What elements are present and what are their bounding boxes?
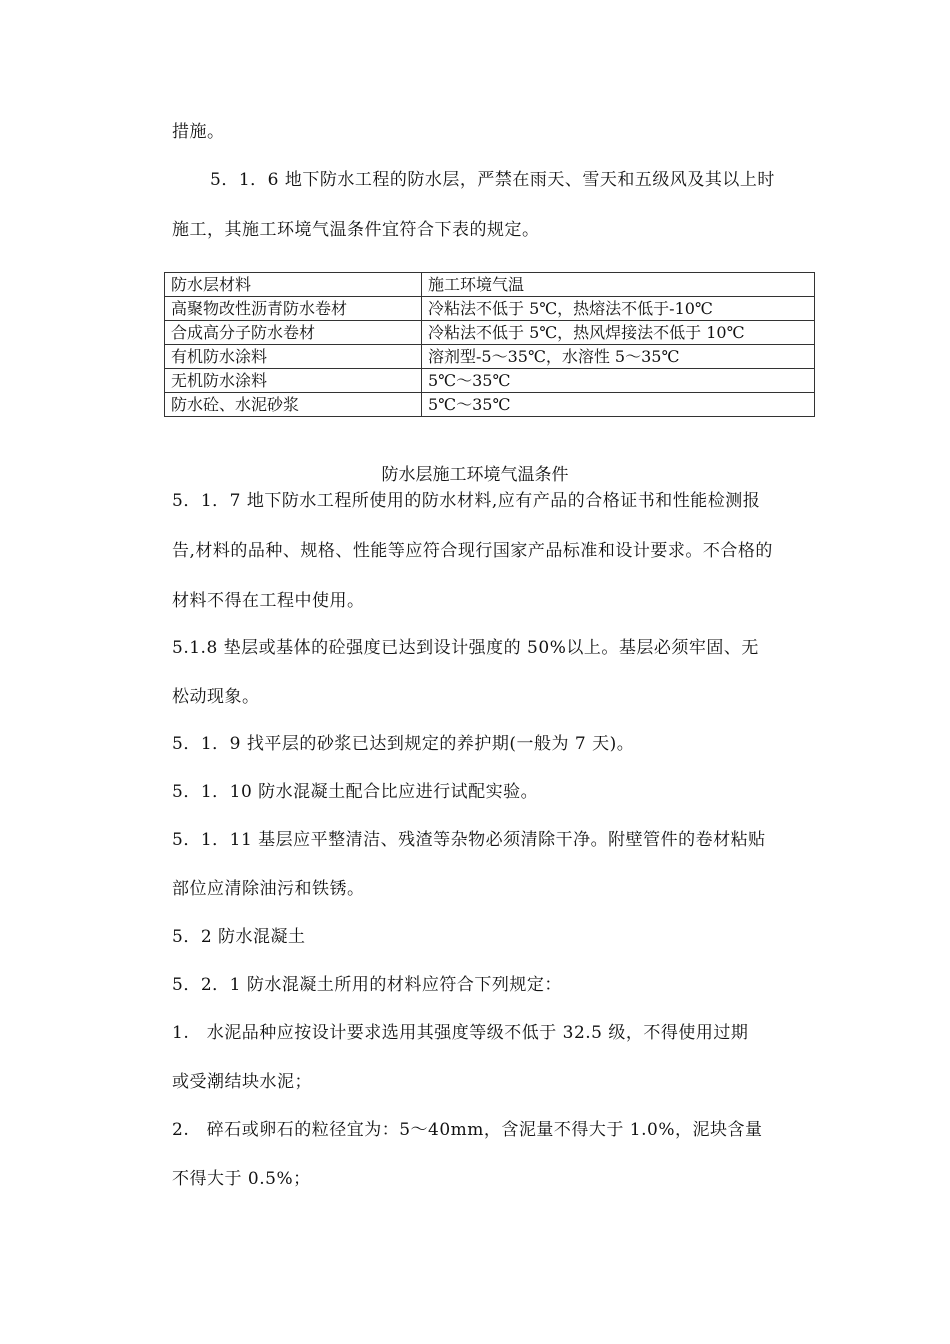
table-cell: 冷粘法不低于 5℃，热熔法不低于-10℃ bbox=[422, 297, 815, 321]
paragraph-line: 5．2．1 防水混凝土所用的材料应符合下列规定： bbox=[172, 975, 562, 995]
table-cell: 有机防水涂料 bbox=[165, 345, 422, 369]
paragraph-line: 5．1．11 基层应平整清洁、残渣等杂物必须清除干净。附壁管件的卷材粘贴 bbox=[172, 830, 766, 850]
table-row bbox=[165, 393, 815, 417]
paragraph-line: 5．1．9 找平层的砂浆已达到规定的养护期(一般为 7 天)。 bbox=[172, 734, 635, 754]
table-header-cell: 施工环境气温 bbox=[422, 273, 815, 297]
table-row bbox=[165, 321, 815, 345]
paragraph-line: 告,材料的品种、规格、性能等应符合现行国家产品标准和设计要求。不合格的 bbox=[172, 541, 773, 561]
temperature-table bbox=[164, 272, 815, 417]
paragraph-line: 5．1．7 地下防水工程所使用的防水材料,应有产品的合格证书和性能检测报 bbox=[172, 491, 761, 511]
table-cell: 防水砼、水泥砂浆 bbox=[165, 393, 422, 417]
list-item: 2. 碎石或卵石的粒径宜为：5～40mm，含泥量不得大于 1.0%，泥块含量 bbox=[172, 1120, 763, 1140]
table-cell: 高聚物改性沥青防水卷材 bbox=[165, 297, 422, 321]
list-item: 1. 水泥品种应按设计要求选用其强度等级不低于 32.5 级，不得使用过期 bbox=[172, 1023, 749, 1043]
paragraph-line: 不得大于 0.5%； bbox=[172, 1169, 311, 1189]
paragraph-line: 5．1．6 地下防水工程的防水层，严禁在雨天、雪天和五级风及其以上时 bbox=[210, 170, 775, 190]
table-cell: 无机防水涂料 bbox=[165, 369, 422, 393]
paragraph-line: 施工，其施工环境气温条件宜符合下表的规定。 bbox=[172, 220, 540, 240]
paragraph-line: 松动现象。 bbox=[172, 687, 260, 707]
paragraph-line: 措施。 bbox=[172, 122, 225, 142]
section-heading: 5．2 防水混凝土 bbox=[172, 927, 306, 947]
paragraph-line: 或受潮结块水泥； bbox=[172, 1072, 312, 1092]
table-row bbox=[165, 345, 815, 369]
table-row bbox=[165, 297, 815, 321]
paragraph-line: 材料不得在工程中使用。 bbox=[172, 591, 365, 611]
table-cell: 合成高分子防水卷材 bbox=[165, 321, 422, 345]
table-header-row bbox=[165, 273, 815, 297]
paragraph-line: 部位应清除油污和铁锈。 bbox=[172, 879, 365, 899]
table-caption: 防水层施工环境气温条件 bbox=[381, 465, 569, 485]
paragraph-line: 5.1.8 垫层或基体的砼强度已达到设计强度的 50%以上。基层必须牢固、无 bbox=[172, 638, 759, 658]
table-cell: 溶剂型-5～35℃，水溶性 5～35℃ bbox=[422, 345, 815, 369]
paragraph-line: 5．1．10 防水混凝土配合比应进行试配实验。 bbox=[172, 782, 539, 802]
table-cell: 5℃～35℃ bbox=[422, 369, 815, 393]
table-row bbox=[165, 369, 815, 393]
table-header-cell: 防水层材料 bbox=[165, 273, 422, 297]
table-cell: 冷粘法不低于 5℃，热风焊接法不低于 10℃ bbox=[422, 321, 815, 345]
table-cell: 5℃～35℃ bbox=[422, 393, 815, 417]
